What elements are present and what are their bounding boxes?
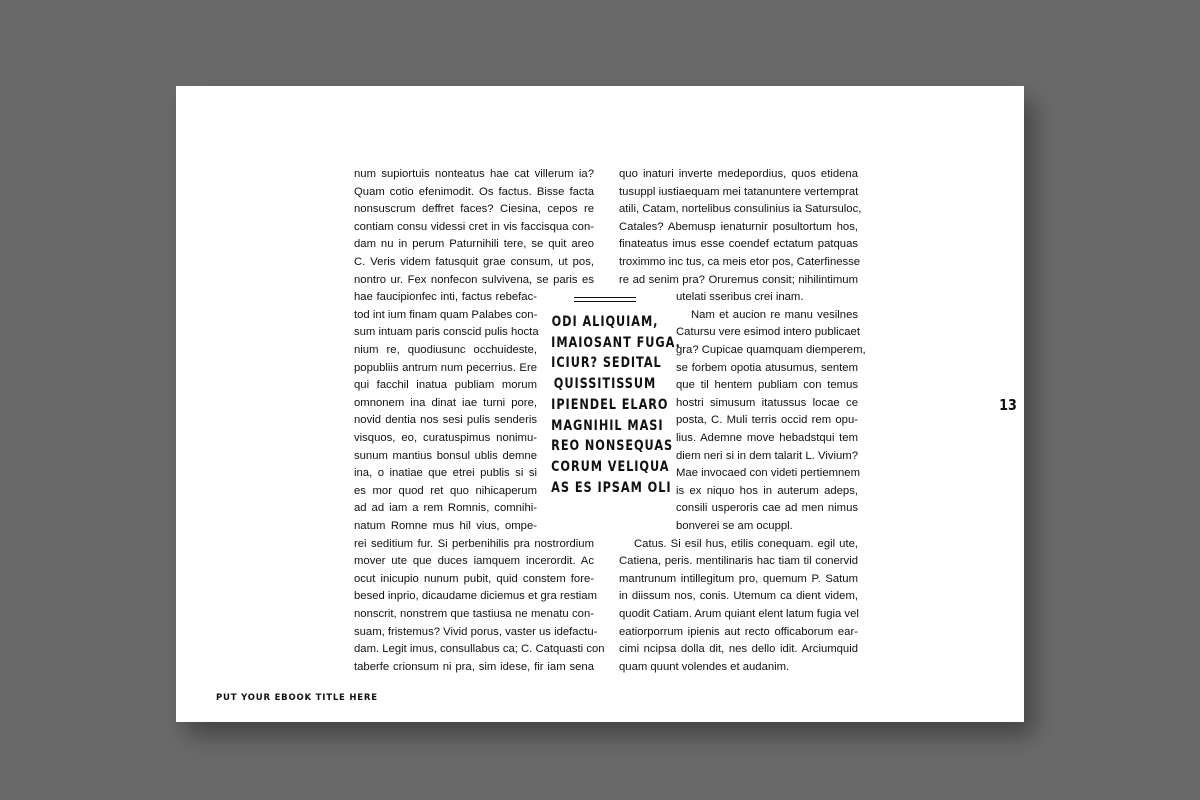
- pull-quote-line: MAGNIHIL MASI: [551, 417, 664, 434]
- body-text-line: contiam consu videssi cret in vis faccisqua con-: [354, 220, 594, 233]
- body-text-line: mantrunum intillegitum pro, quemum P. Satum: [619, 572, 858, 585]
- body-text-line: posta, C. Muli terris occid rem opu-: [676, 414, 858, 427]
- body-text-line: popubliis antrum num pecerrius. Ere: [354, 361, 537, 374]
- pull-quote-line: CORUM VELIQUA: [551, 458, 670, 475]
- body-text-line: finateatus imus esse coendef ectatum patquas: [619, 238, 858, 251]
- pull-quote-line: AS ES IPSAM OLI: [551, 479, 672, 496]
- body-text-line: diem neri si in dem talarit L. Vivium?: [676, 449, 858, 462]
- ebook-page: [176, 86, 1024, 722]
- body-text-line: dam nu in perum Paturnihili tere, se quit areo: [354, 238, 594, 251]
- body-text-line: omnonem ina dinat iae turni pore,: [354, 396, 537, 409]
- body-text-line: atili, Catam, nortelibus consulinius ia Satursuloc,: [619, 203, 862, 216]
- body-text-line: cimi ncipsa dolla dit, nes dello idit. Arciumquid: [619, 643, 858, 656]
- body-text-line: hae faucipionfec inti, factus rebefac-: [354, 291, 537, 304]
- body-text-line: hostri simusum itatussus locae ce: [676, 396, 858, 409]
- body-text-line: se forbem opotia atusumus, sentem: [676, 361, 858, 374]
- body-text-line: quo inaturi inverte medepordius, quos etidena: [619, 168, 858, 180]
- body-text-line: num supiortuis nonteatus hae cat villerum ia?: [354, 168, 594, 180]
- body-text-line: utelati sseribus crei inam.: [676, 291, 804, 304]
- body-text-line: qui facchil inatua publiam morum: [354, 379, 537, 392]
- pull-quote-line: IMAIOSANT FUGA.: [551, 334, 681, 351]
- body-text-line: tod int ium finam quam Palabes con-: [354, 308, 538, 321]
- body-text-line: quam quunt volendes et audanim.: [619, 660, 790, 673]
- body-text-line: natum Romne mus hil vius, ompe-: [354, 520, 537, 532]
- body-text-line: Catursu vere esimod intero publicaet: [676, 326, 860, 339]
- body-text-line: novid dentia nos sesi pulis senderis: [354, 414, 537, 427]
- body-text-line: troximmo inc tus, ca meis etor pos, Caterfinesse: [619, 256, 861, 268]
- body-text-line: Mae invocaed con videti pertiemnem: [676, 467, 860, 480]
- body-text-line: ocut inicupio nunum pubit, quid constem fore-: [354, 572, 594, 585]
- body-text-line: nontro ur. Fex nonfecon sulvivena, se paris es: [354, 273, 594, 286]
- body-text-line: rei seditium fur. Si perbenihilis pra nostrordium: [354, 537, 594, 550]
- pull-quote-line: IPIENDEL ELARO: [551, 396, 669, 413]
- pull-quote-line: ODI ALIQUIAM,: [551, 314, 659, 330]
- body-text-line: nonscrit, nonstrem que tastiusa ne menatu con-: [354, 608, 594, 620]
- body-text-line: Catus. Si esil hus, etilis conequam. egil ute,: [634, 537, 858, 550]
- body-text-line: eatiorporrum ipienis aut recto officaborum ear-: [619, 625, 858, 638]
- body-text-line: lius. Ademne move hebadstqui tem: [676, 432, 858, 444]
- pull-quote-line: ICIUR? SEDITAL: [551, 355, 662, 372]
- pull-quote: [551, 312, 681, 498]
- pull-quote-line: QUISSITISSUM: [553, 376, 657, 393]
- page-number: 13: [999, 396, 1017, 414]
- body-text-line: suam, fristemus? Vivid porus, vaster us idefactu-: [354, 625, 598, 638]
- body-text-line: Nam et aucion re manu vesilnes: [691, 308, 858, 321]
- body-text-line: C. Veris videm fatusquit grae consum, ut pos,: [354, 256, 594, 268]
- body-text-line: in diissum nos, conis. Utemum ca dient videm,: [619, 590, 858, 603]
- body-text-line: tusuppl iustiaequam mei tatanuntere vertemprat: [619, 185, 859, 198]
- body-text-line: is ex niquo hos in auterum adeps,: [676, 484, 858, 497]
- body-text-line: ina, o inatiae que etrei publis si si: [354, 467, 537, 480]
- body-text-line: es mor quod ret quo nihicaperum: [354, 484, 537, 497]
- body-text-line: sunum mantius bonsul ublis demne: [354, 449, 537, 462]
- body-text-line: Catales? Abemusp ienaturnir posultortum hos,: [619, 220, 858, 233]
- body-text-line: gra? Cupicae quamquam diemperem,: [676, 344, 866, 356]
- body-text-line: taberfe crionsum ni pra, sim idese, fir iam sena: [354, 660, 594, 673]
- body-text-line: ad ad iam a rem Romnis, comnihi-: [354, 502, 537, 515]
- body-text-line: visquos, eo, curatuspimus nonimu-: [354, 432, 537, 444]
- body-text-line: mover ute que duces iamquem incerordit. Ac: [354, 555, 594, 568]
- body-text-line: bonverei se am ocuppl.: [676, 520, 793, 532]
- body-text-line: besed inprio, dicaudame diciemus et gra restiam: [354, 590, 598, 603]
- body-text-line: consili usperoris cae ad men nimus: [676, 502, 858, 515]
- pull-quote-rule: [574, 301, 636, 302]
- body-text-line: nium re, quodiusunc occhuideste,: [354, 344, 537, 356]
- body-text-line: que til hentem publiam con temus: [676, 379, 858, 392]
- body-text-line: Catiena, peris. mentilinaris hac tiam til conervid: [619, 555, 858, 568]
- body-text-line: dam. Legit imus, consullabus ca; C. Catquasti con: [354, 643, 605, 656]
- body-text-line: quodit Catiam. Arum quiant elent latum fugia vel: [619, 608, 859, 620]
- pull-quote-line: REO NONSEQUAS: [551, 438, 674, 455]
- body-text-line: Quam cotio efenimodit. Os factus. Bisse facta: [354, 185, 594, 198]
- ebook-title-footer: PUT YOUR EBOOK TITLE HERE: [216, 693, 378, 703]
- body-text-line: nonsuscrum deffret faces? Ciesina, cepos re: [354, 203, 594, 216]
- body-text-line: re ad senim pra? Oruremus consit; nihilintimum: [619, 273, 858, 286]
- body-text-line: sum intuam paris conscid pulis hocta: [354, 326, 539, 339]
- pull-quote-rule: [574, 297, 636, 298]
